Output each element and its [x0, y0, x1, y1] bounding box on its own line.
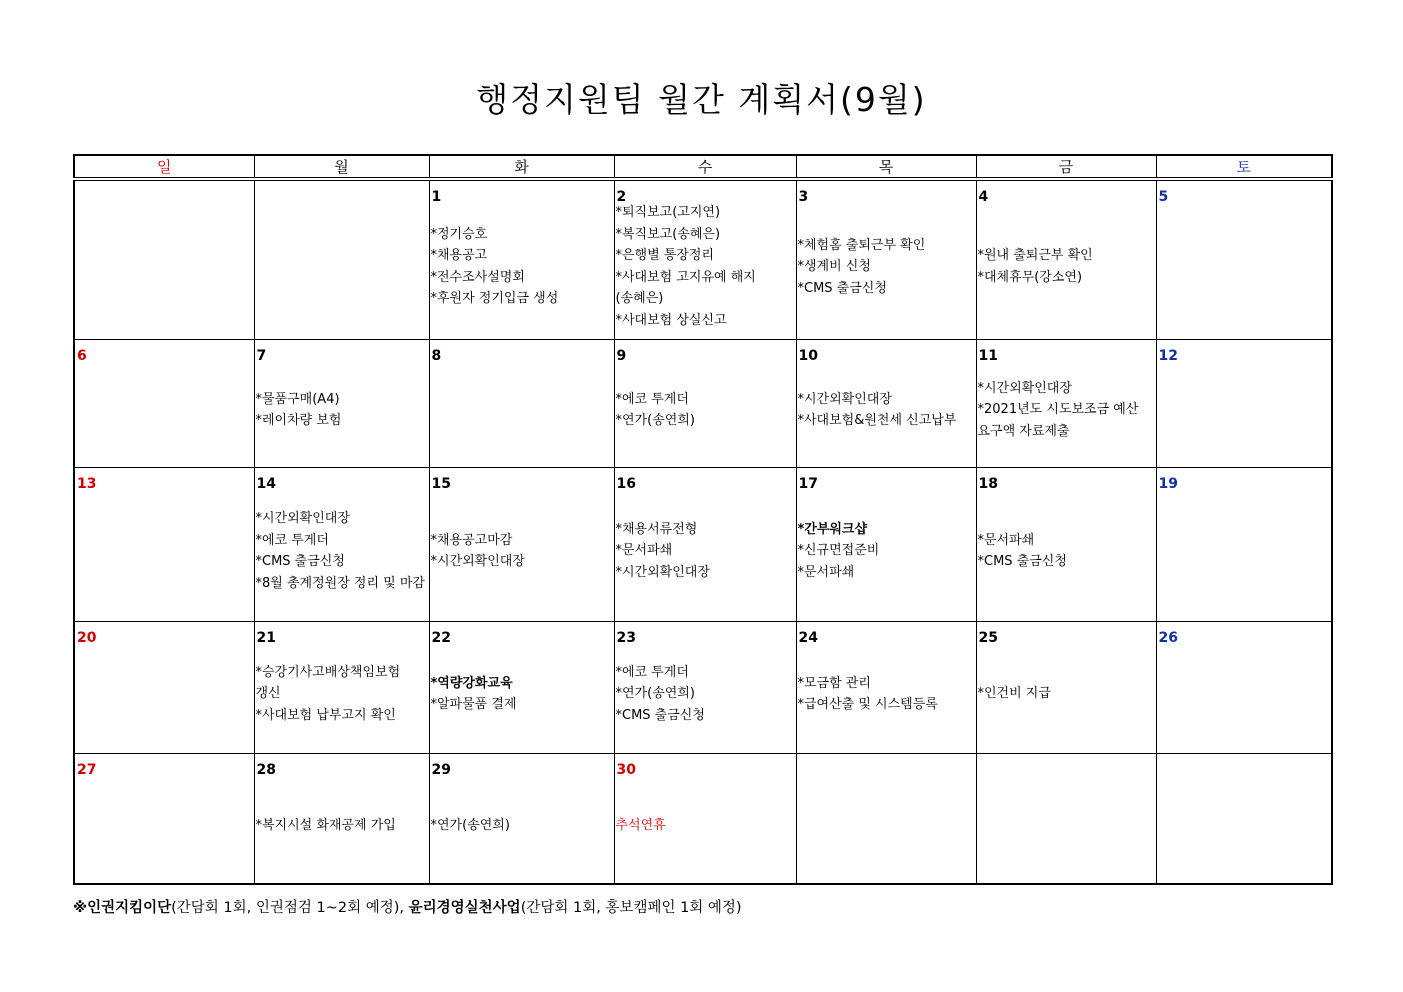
- task-list: [616, 622, 794, 753]
- calendar-day-cell: [796, 339, 976, 467]
- day-number: 16: [616, 475, 636, 492]
- calendar-day-cell: [796, 753, 976, 884]
- task-item: *시간외확인대장: [797, 391, 892, 407]
- calendar-day-cell: [1156, 621, 1332, 753]
- day-number: 8: [431, 347, 442, 364]
- task-list: [256, 754, 427, 884]
- day-number: 29: [431, 761, 451, 778]
- task-item: *문서파쇄: [797, 564, 855, 580]
- weekday-header: 화: [429, 155, 614, 179]
- task-item: *알파물품 결제: [430, 697, 517, 712]
- page-title: 행정지원팀 월간 계획서(9월): [476, 80, 927, 119]
- calendar-day-cell: [1156, 467, 1332, 621]
- task-item: *후원자 정기입금 생성: [430, 291, 559, 307]
- weekday-header: 목: [796, 155, 976, 179]
- task-list: [1158, 754, 1330, 884]
- calendar-week-row: [74, 339, 1332, 467]
- calendar-day-cell: [254, 339, 429, 467]
- task-list: [978, 181, 1154, 339]
- task-item: *모금함 관리: [797, 675, 871, 691]
- task-item: *은행별 통장정리: [615, 248, 715, 264]
- calendar-day-cell: [1156, 753, 1332, 884]
- task-item: *채용공고: [430, 248, 488, 264]
- task-item: *인건비 지급: [977, 686, 1051, 702]
- calendar-day-cell: [429, 753, 614, 884]
- task-list: [256, 181, 427, 339]
- task-list: [978, 754, 1154, 884]
- footnote-ethics-label: 윤리경영실천사업: [408, 900, 521, 916]
- weekday-header: 일: [74, 155, 254, 179]
- task-item: *시간외확인대장: [255, 511, 350, 526]
- calendar-day-cell: [254, 621, 429, 753]
- calendar-day-cell: [429, 621, 614, 753]
- day-number: 10: [798, 347, 818, 364]
- task-list: [1158, 622, 1330, 753]
- task-list: [1158, 468, 1330, 621]
- calendar-day-cell: [976, 179, 1156, 339]
- task-list: [978, 340, 1154, 467]
- task-list: [978, 622, 1154, 753]
- day-number: 14: [256, 475, 276, 492]
- task-list: [76, 340, 252, 467]
- task-item: *연가(송연희): [430, 817, 510, 833]
- calendar-week-row: [74, 621, 1332, 753]
- day-number: 1: [431, 189, 442, 205]
- day-number: 19: [1158, 475, 1178, 492]
- day-number: 22: [431, 629, 451, 646]
- calendar-day-cell: [1156, 339, 1332, 467]
- task-item: *체험홈 출퇴근부 확인: [797, 237, 926, 253]
- task-list: [798, 340, 974, 467]
- day-number: 2: [616, 189, 627, 205]
- task-list: [431, 754, 612, 884]
- calendar-day-cell: [254, 179, 429, 339]
- task-list: [431, 622, 612, 753]
- task-item: *정기승호: [430, 226, 488, 242]
- calendar-day-cell: [74, 621, 254, 753]
- task-item: *2021년도 시도보조금 예산 요구액 자료제출: [977, 402, 1139, 439]
- footnote-ethics-detail: (간담회 1회, 홍보캠페인 1회 예정): [520, 900, 742, 916]
- task-item: *사대보험 납부고지 확인: [255, 707, 396, 723]
- task-item: *사대보험 고지유예 해지(송혜은): [615, 269, 756, 307]
- calendar-day-cell: [614, 621, 796, 753]
- task-item: *급여산출 및 시스템등록: [797, 697, 938, 712]
- task-list: [431, 340, 612, 467]
- task-item: *에코 투게더: [255, 532, 329, 548]
- task-item: *연가(송연희): [615, 413, 695, 428]
- task-list: [616, 181, 794, 339]
- task-item: *문서파쇄: [977, 532, 1035, 548]
- day-number: 21: [256, 629, 276, 646]
- day-number: 20: [77, 629, 97, 646]
- task-item: *승강기사고배상책임보험 갱신: [255, 664, 401, 702]
- task-item: *에코 투게더: [615, 664, 689, 680]
- task-list: [76, 754, 252, 884]
- calendar-day-cell: [614, 339, 796, 467]
- task-list: [798, 468, 974, 621]
- task-item: *복지시설 화재공제 가입: [255, 817, 396, 833]
- calendar-week-row: [74, 467, 1332, 621]
- task-list: [256, 622, 427, 753]
- monthly-calendar: [73, 154, 1333, 885]
- task-item: *8월 총계정원장 정리 및 마감: [255, 575, 425, 591]
- calendar-day-cell: [74, 179, 254, 339]
- task-item: *CMS 출금신청: [615, 707, 705, 723]
- weekday-header-row: [74, 155, 1332, 179]
- task-item: *물품구매(A4): [255, 391, 340, 407]
- day-number: 24: [798, 629, 818, 646]
- task-item: *사대보험&원천세 신고납부: [797, 413, 957, 428]
- footnote-human-rights-detail: (간담회 1회, 인권점검 1~2회 예정),: [171, 900, 409, 916]
- calendar-day-cell: [614, 467, 796, 621]
- day-number: 7: [256, 347, 267, 364]
- task-list: [978, 468, 1154, 621]
- calendar-day-cell: [429, 179, 614, 339]
- task-list: [256, 340, 427, 467]
- calendar-day-cell: [429, 339, 614, 467]
- task-item: *전수조사설명회: [430, 269, 525, 285]
- task-item: *채용서류전형: [615, 521, 698, 537]
- weekday-header: 월: [254, 155, 429, 179]
- task-item: *시간외확인대장: [615, 564, 710, 580]
- day-number: 9: [616, 347, 627, 364]
- task-item: *신규면접준비: [797, 543, 880, 559]
- footnote: [73, 896, 742, 917]
- calendar-day-cell: [796, 621, 976, 753]
- calendar-day-cell: [74, 467, 254, 621]
- day-number: 15: [431, 475, 451, 492]
- task-item: *퇴직보고(고지연): [615, 205, 721, 221]
- task-list: [616, 468, 794, 621]
- calendar-day-cell: [1156, 179, 1332, 339]
- calendar-day-cell: [614, 753, 796, 884]
- task-list: [76, 468, 252, 621]
- task-list: [431, 181, 612, 339]
- task-item: *에코 투게더: [615, 391, 689, 407]
- task-item: *채용공고마감: [430, 532, 513, 548]
- task-item: *레이차량 보험: [255, 413, 342, 428]
- calendar-day-cell: [74, 339, 254, 467]
- day-number: 18: [978, 475, 998, 492]
- task-item: *CMS 출금신청: [977, 554, 1067, 569]
- day-number: 28: [256, 761, 276, 778]
- day-number: 27: [77, 761, 97, 778]
- calendar-week-row: [74, 753, 1332, 884]
- task-list: [798, 754, 974, 884]
- weekday-header: 금: [976, 155, 1156, 179]
- task-list: [76, 622, 252, 753]
- task-item: *생계비 신청: [797, 259, 871, 274]
- task-item: *사대보험 상실신고: [615, 312, 727, 328]
- day-number: 23: [616, 629, 636, 646]
- task-item: *CMS 출금신청: [255, 554, 345, 569]
- task-list: [431, 468, 612, 621]
- task-item: *연가(송연희): [615, 686, 695, 702]
- calendar-day-cell: [614, 179, 796, 339]
- task-list: [76, 181, 252, 339]
- calendar-day-cell: [976, 467, 1156, 621]
- calendar-day-cell: [976, 339, 1156, 467]
- footnote-human-rights-label: ※인권지킴이단: [73, 900, 172, 916]
- task-item: *문서파쇄: [615, 543, 673, 559]
- calendar-day-cell: [796, 179, 976, 339]
- calendar-day-cell: [976, 753, 1156, 884]
- task-item: *시간외확인대장: [977, 380, 1072, 396]
- day-number: 25: [978, 629, 998, 646]
- task-item: 추석연휴: [615, 817, 666, 833]
- calendar-day-cell: [254, 753, 429, 884]
- weekday-header: 토: [1156, 155, 1332, 179]
- day-number: 13: [77, 475, 97, 492]
- task-list: [256, 468, 427, 621]
- weekday-header: 수: [614, 155, 796, 179]
- task-list: [1158, 181, 1330, 339]
- task-item: *대체휴무(강소연): [977, 269, 1083, 285]
- day-number: 17: [798, 475, 818, 492]
- calendar-day-cell: [796, 467, 976, 621]
- day-number: 26: [1158, 629, 1178, 646]
- task-item: *시간외확인대장: [430, 554, 525, 569]
- day-number: 12: [1158, 347, 1178, 364]
- day-number: 4: [978, 189, 989, 205]
- task-list: [616, 754, 794, 884]
- calendar-week-row: [74, 179, 1332, 339]
- task-list: [616, 340, 794, 467]
- day-number: 6: [77, 347, 87, 364]
- task-item: *원내 출퇴근부 확인: [977, 248, 1093, 264]
- task-list: [798, 181, 974, 339]
- task-list: [1158, 340, 1330, 467]
- day-number: 5: [1158, 189, 1169, 205]
- day-number: 30: [616, 761, 636, 778]
- task-item: *복직보고(송혜은): [615, 226, 721, 242]
- task-item: *역량강화교육: [430, 675, 513, 691]
- calendar-day-cell: [254, 467, 429, 621]
- day-number: 11: [978, 347, 998, 364]
- task-list: [798, 622, 974, 753]
- calendar-day-cell: [74, 753, 254, 884]
- calendar-day-cell: [429, 467, 614, 621]
- calendar-day-cell: [976, 621, 1156, 753]
- day-number: 3: [798, 189, 809, 205]
- task-item: *간부워크샵: [797, 521, 868, 537]
- task-item: *CMS 출금신청: [797, 280, 887, 296]
